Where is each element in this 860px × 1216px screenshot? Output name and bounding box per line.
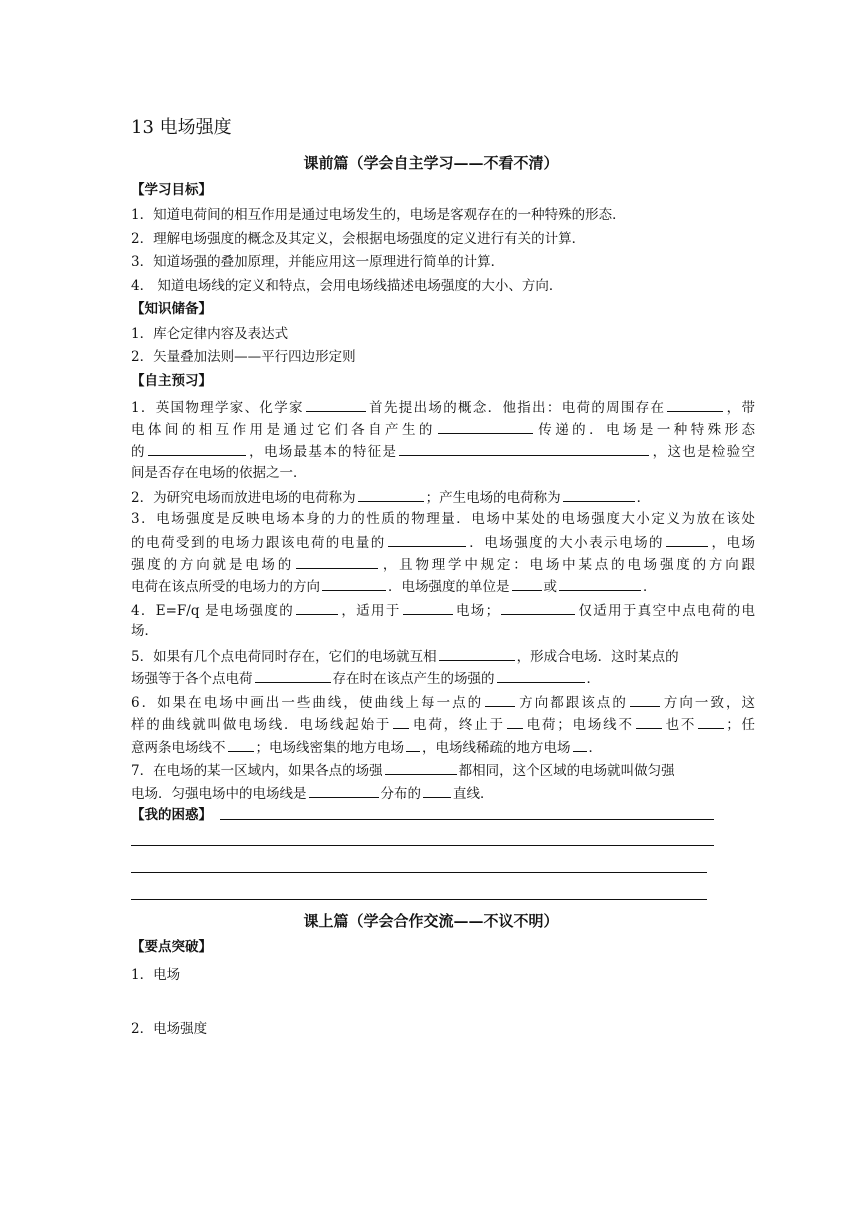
blank bbox=[399, 441, 649, 456]
preview-q6-line1: 6．如果在电场中画出一些曲线，使曲线上每一点的 方向都跟该点的 方向一致，这 bbox=[131, 692, 755, 712]
knowledge-item: 1．库仑定律内容及表达式 bbox=[131, 326, 289, 342]
blank bbox=[666, 532, 708, 547]
blank bbox=[296, 554, 378, 569]
goal-item: 2．理解电场强度的概念及其定义，会根据电场强度的定义进行有关的计算． bbox=[131, 231, 586, 247]
answer-line bbox=[131, 899, 707, 900]
preview-q5-line1: 5．如果有几个点电荷同时存在，它们的电场就互相 ，形成合电场．这时某点的 bbox=[131, 646, 679, 666]
goal-item: 1．知道电荷间的相互作用是通过电场发生的，电场是客观存在的一种特殊的形态． bbox=[131, 207, 626, 223]
preview-q3-line1: 3．电场强度是反映电场本身的力的性质的物理量．电场中某处的电场强度大小定义为放在该处 bbox=[131, 511, 755, 527]
preview-q1-line1: 1．英国物理学家、化学家 首先提出场的概念．他指出：电荷的周围存在 ，带 bbox=[131, 397, 755, 417]
blank bbox=[438, 419, 533, 434]
goals-label: 【学习目标】 bbox=[131, 182, 212, 198]
answer-line bbox=[220, 819, 714, 820]
blank bbox=[423, 783, 451, 798]
keypoint-item: 1．电场 bbox=[131, 967, 181, 983]
blank bbox=[322, 576, 386, 591]
blank bbox=[309, 783, 379, 798]
answer-line bbox=[131, 872, 707, 873]
blank bbox=[497, 668, 585, 683]
blank bbox=[630, 692, 660, 707]
blank bbox=[393, 714, 409, 729]
blank bbox=[512, 576, 542, 591]
preview-label: 【自主预习】 bbox=[131, 373, 212, 389]
blank bbox=[358, 487, 424, 502]
blank bbox=[563, 487, 635, 502]
keypoints-label: 【要点突破】 bbox=[131, 939, 212, 955]
preview-q1-line4: 间是否存在电场的依据之一． bbox=[131, 465, 307, 481]
preview-q3-line4: 电荷在该点所受的电场力的方向 ．电场强度的单位是 或 ． bbox=[131, 576, 657, 596]
preview-q4-line1: 4．E=F/q 是电场强度的 ，适用于 电场； 仅适用于真空中点电荷的电 bbox=[131, 600, 755, 620]
blank bbox=[507, 714, 523, 729]
preview-q3-line2: 的电荷受到的电场力跟该电荷的电量的 ．电场强度的大小表示电场的 ，电场 bbox=[131, 532, 755, 552]
preview-q5-line2: 场强等于各个点电荷 存在时在该点产生的场强的 ． bbox=[131, 668, 600, 688]
preview-q4-line2: 场． bbox=[131, 623, 158, 639]
blank bbox=[667, 397, 723, 412]
blank bbox=[573, 737, 587, 752]
blank bbox=[636, 714, 662, 729]
preview-q1-line3: 的 ，电场最基本的特征是 ，这也是检验空 bbox=[131, 441, 755, 461]
blank bbox=[559, 576, 641, 591]
blank bbox=[698, 714, 724, 729]
blank bbox=[228, 737, 254, 752]
preview-q7-line2: 电场．匀强电场中的电场线是 分布的 直线． bbox=[131, 783, 494, 803]
knowledge-item: 2．矢量叠加法则——平行四边形定则 bbox=[131, 349, 356, 365]
preview-q3-line3: 强度的方向就是电场的 ，且物理学中规定：电场中某点的电场强度的方向跟 bbox=[131, 554, 755, 574]
blank bbox=[148, 441, 246, 456]
blank bbox=[403, 600, 453, 615]
blank bbox=[255, 668, 331, 683]
preview-q2: 2．为研究电场而放进电场的电荷称为 ；产生电场的电荷称为 ． bbox=[131, 487, 650, 507]
confusion-label: 【我的困惑】 bbox=[131, 807, 212, 823]
preview-q7-line1: 7．在电场的某一区域内，如果各点的场强 都相同，这个区域的电场就叫做匀强 bbox=[131, 760, 675, 780]
preview-q1-line2: 电体间的相互作用是通过它们各自产生的 传递的．电场是一种特殊形态 bbox=[131, 419, 755, 439]
blank bbox=[306, 397, 366, 412]
section-heading-in-class: 课上篇（学会合作交流——不议不明） bbox=[303, 912, 559, 930]
blank bbox=[296, 600, 338, 615]
keypoint-item: 2．电场强度 bbox=[131, 1021, 208, 1037]
section-heading-before-class: 课前篇（学会自主学习——不看不清） bbox=[303, 154, 559, 172]
goal-item: 4． 知道电场线的定义和特点，会用电场线描述电场强度的大小、方向． bbox=[131, 278, 563, 294]
goal-item: 3．知道场强的叠加原理，并能应用这一原理进行简单的计算． bbox=[131, 254, 505, 270]
blank bbox=[485, 692, 515, 707]
blank bbox=[439, 646, 515, 661]
blank bbox=[385, 760, 457, 775]
preview-q6-line3: 意两条电场线不 ；电场线密集的地方电场 ，电场线稀疏的地方电场 ． bbox=[131, 737, 602, 757]
knowledge-label: 【知识储备】 bbox=[131, 301, 212, 317]
blank bbox=[406, 737, 420, 752]
page-title: 13 电场强度 bbox=[131, 117, 232, 138]
blank bbox=[501, 600, 575, 615]
blank bbox=[388, 532, 466, 547]
preview-q6-line2: 样的曲线就叫做电场线．电场线起始于 电荷，终止于 电荷；电场线不 也不 ；任 bbox=[131, 714, 755, 734]
answer-line bbox=[131, 845, 714, 846]
